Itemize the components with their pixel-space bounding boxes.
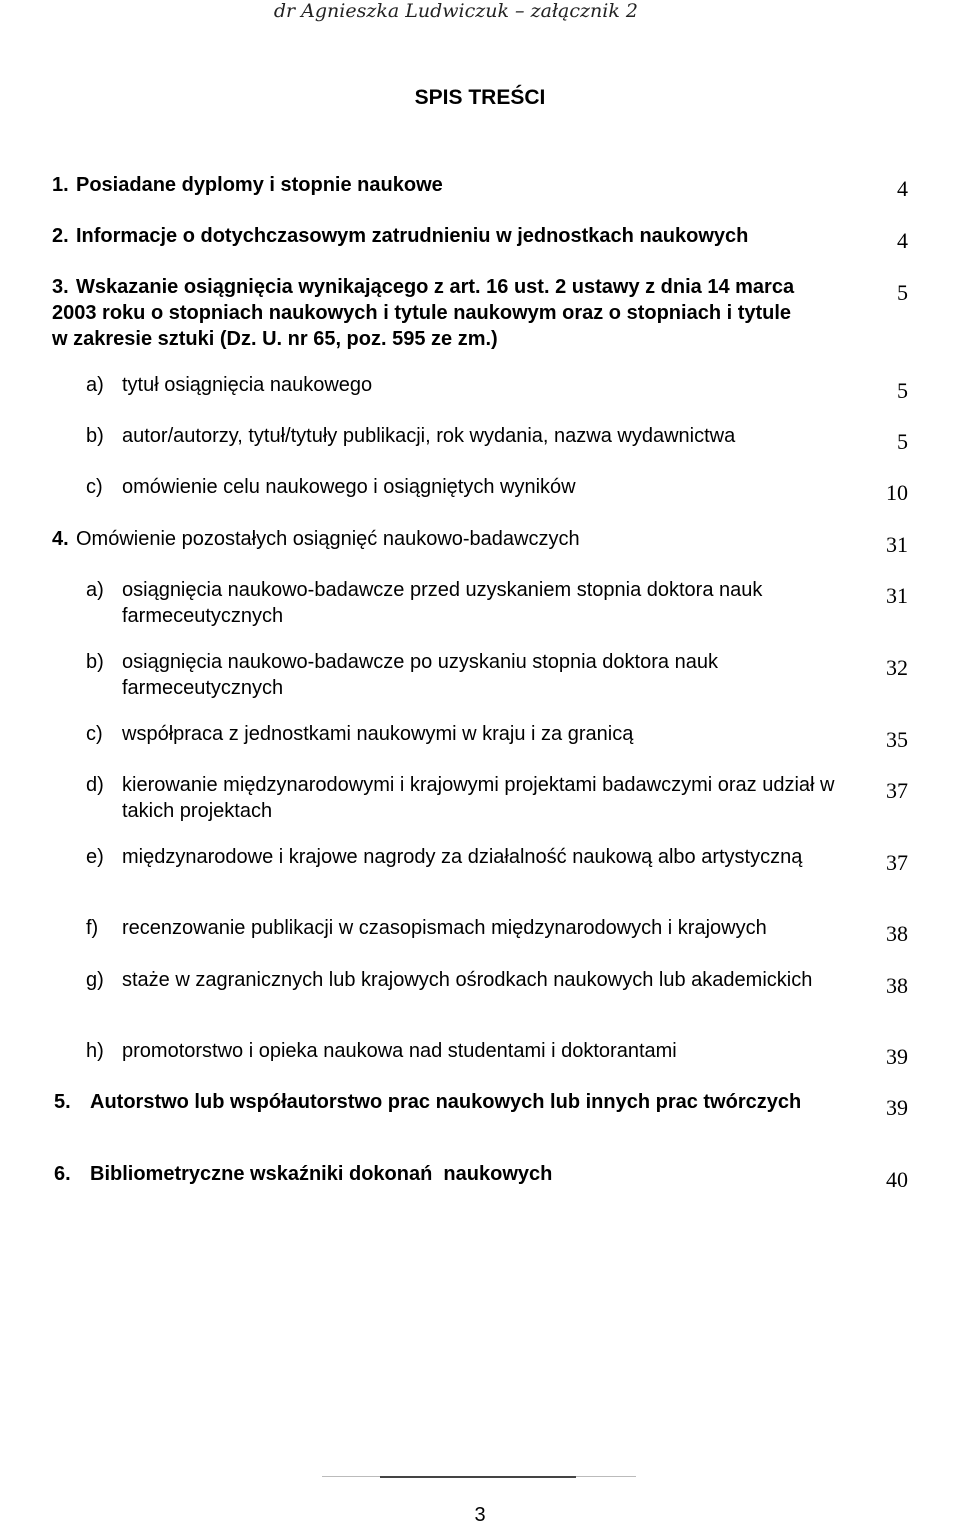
toc-entry-label: c) xyxy=(86,476,103,498)
toc-entry-label: 3. xyxy=(52,276,69,298)
toc-entry-text: omówienie celu naukowego i osiągniętych wyników xyxy=(122,476,576,498)
toc-page-number: 35 xyxy=(886,727,908,752)
toc-entry-text: recenzowanie publikacji w czasopismach międzynarodowych i krajowych xyxy=(122,917,767,939)
toc-page-number: 32 xyxy=(886,655,908,680)
toc-page-number: 4 xyxy=(897,228,908,253)
page-header: dr Agnieszka Ludwiczuk – załącznik 2 xyxy=(273,0,638,22)
toc-page-number: 40 xyxy=(886,1167,908,1192)
toc-page-number: 38 xyxy=(886,973,908,998)
toc-entry-text: staże w zagranicznych lub krajowych ośrodkach naukowych lub akademickich xyxy=(122,969,813,991)
toc-entry-label: b) xyxy=(86,651,104,673)
toc-entry-label: 2. xyxy=(52,225,69,247)
toc-entry-text: Autorstwo lub współautorstwo prac naukowych lub innych prac twórczych xyxy=(90,1091,802,1113)
toc-page-number: 39 xyxy=(886,1095,908,1120)
toc-entry-label: a) xyxy=(86,374,104,396)
toc-entry-label: c) xyxy=(86,723,103,745)
toc-page-number: 37 xyxy=(886,850,908,875)
toc-entry-text: Posiadane dyplomy i stopnie naukowe xyxy=(76,174,443,196)
toc-entry-text: tytuł osiągnięcia naukowego xyxy=(122,374,373,396)
toc-page-number: 5 xyxy=(897,280,908,305)
toc-entry-text: kierowanie międzynarodowymi i krajowymi projektami badawczymi oraz udział w takich projektach xyxy=(122,774,835,822)
toc-entry-label: e) xyxy=(86,846,104,868)
toc-entry-text: osiągnięcia naukowo-badawcze przed uzyskaniem stopnia doktora nauk farmeceutycznych xyxy=(122,579,763,627)
toc-page-number: 5 xyxy=(897,429,908,454)
toc-entry-label: 5. xyxy=(54,1091,71,1113)
toc-entry-text: autor/autorzy, tytuł/tytuły publikacji, rok wydania, nazwa wydawnictwa xyxy=(122,425,736,447)
footer-page-number: 3 xyxy=(474,1504,486,1526)
toc-entry-label: d) xyxy=(86,774,104,796)
toc-entry-label: b) xyxy=(86,425,104,447)
toc-entry-label: f) xyxy=(86,917,99,939)
toc-entry-label: h) xyxy=(86,1040,104,1062)
toc-page-number: 4 xyxy=(897,176,908,201)
toc-entry-text: Bibliometryczne wskaźniki dokonań naukowych xyxy=(90,1163,553,1185)
toc-page-number: 31 xyxy=(886,583,908,608)
footer-divider-accent xyxy=(380,1476,576,1478)
toc-entry-text: Omówienie pozostałych osiągnięć naukowo-badawczych xyxy=(76,528,580,550)
toc-entry-text: promotorstwo i opieka naukowa nad studentami i doktorantami xyxy=(122,1040,677,1062)
toc-entry-text: międzynarodowe i krajowe nagrody za działalność naukową albo artystyczną xyxy=(122,846,803,868)
toc-page-number: 38 xyxy=(886,921,908,946)
toc-entry-text: współpraca z jednostkami naukowymi w kraju i za granicą xyxy=(122,723,634,745)
toc-page-number: 31 xyxy=(886,532,908,557)
toc-page-number: 5 xyxy=(897,378,908,403)
toc-entry-label: a) xyxy=(86,579,104,601)
toc-entry-text: Wskazanie osiągnięcia wynikającego z art. 16 ust. 2 ustawy z dnia 14 marca 2003 roku o stopniach naukowych i tytule naukowym oraz o stopniach i tytule w zakresie sztuki (Dz. U. nr 65, poz. 595 ze zm.) xyxy=(52,276,795,350)
toc-entry-text: osiągnięcia naukowo-badawcze po uzyskaniu stopnia doktora nauk farmeceutycznych xyxy=(122,651,718,699)
toc-page-number: 37 xyxy=(886,778,908,803)
toc-entry-label: g) xyxy=(86,969,104,991)
toc-page-number: 10 xyxy=(886,480,908,505)
toc-title: SPIS TREŚCI xyxy=(414,86,546,109)
toc-entry-label: 4. xyxy=(52,528,69,550)
toc-entry-label: 1. xyxy=(52,174,69,196)
toc-entry-label: 6. xyxy=(54,1163,71,1185)
toc-entry-text: Informacje o dotychczasowym zatrudnieniu w jednostkach naukowych xyxy=(76,225,749,247)
toc-page-number: 39 xyxy=(886,1044,908,1069)
